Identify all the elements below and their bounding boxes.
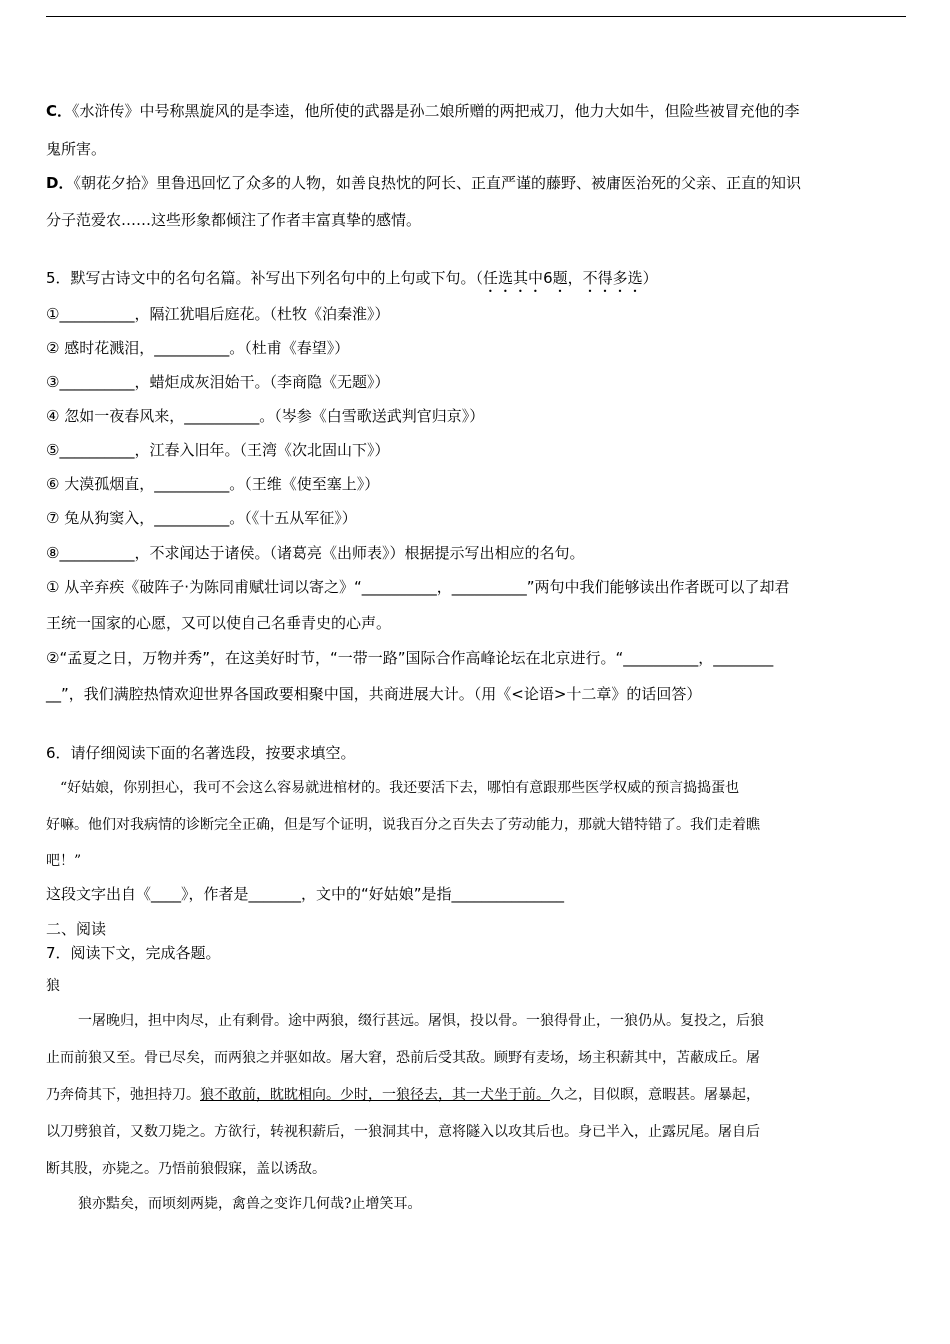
article-p1-line5: 断其股，亦毙之。乃悟前狼假寐，盖以诱敌。 [46, 1161, 326, 1177]
q5-item-2: ② 感时花溅泪，__________。（杜甫《春望》） [46, 339, 350, 357]
q5-sub1-line2: 王统一国家的心愿，又可以使自己名垂青史的心声。 [46, 614, 392, 632]
option-d-line1 [46, 173, 801, 193]
article-title: 狼 [46, 978, 60, 994]
q5-item-1: ①__________，隔江犹唱后庭花。（杜牧《泊秦淮》） [46, 305, 390, 323]
option-d-label: D． [46, 174, 74, 192]
option-c-line1 [46, 101, 800, 121]
q5-sub1-line1: ① 从辛弃疾《破阵子·为陈同甫赋壮词以寄之》“__________，__________”两句中我们能够读出作者既可以了却君 [46, 578, 790, 596]
article-p2: 狼亦黠矣，而顷刻两毙，禽兽之变诈几何哉?止增笑耳。 [78, 1196, 422, 1212]
q5-item-7: ⑦ 兔从狗窦入，__________。（《十五从军征》） [46, 509, 357, 527]
q5-item-8: ⑧__________，不求闻达于诸侯。（诸葛亮《出师表》）根据提示写出相应的名句。 [46, 544, 585, 562]
underlined-sentence: 狼不敢前，眈眈相向。少时，一狼径去，其一犬坐于前。 [200, 1087, 550, 1103]
article-p1-line1: 一屠晚归，担中肉尽，止有剩骨。途中两狼，缀行甚远。屠惧，投以骨。一狼得骨止，一狼仍从。复投之，后狼 [78, 1013, 764, 1029]
q5-item-5: ⑤__________，江春入旧年。（王湾《次北固山下》） [46, 441, 390, 459]
article-p1-line2: 止而前狼又至。骨已尽矣，而两狼之并驱如故。屠大窘，恐前后受其敌。顾野有麦场，场主积薪其中，苫蔽成丘。屠 [46, 1050, 760, 1066]
article-p1-line4: 以刀劈狼首，又数刀毙之。方欲行，转视积薪后，一狼洞其中，意将隧入以攻其后也。身已半入，止露尻尾。屠自后 [46, 1124, 760, 1140]
q5-sub2-line1: ②“孟夏之日，万物并秀”，在这美好时节，“一带一路”国际合作高峰论坛在北京进行。“__________，________ [46, 649, 774, 667]
q7-heading: 7．阅读下文，完成各题。 [46, 944, 221, 962]
q5-sub2-line2: __”，我们满腔热情欢迎世界各国政要相聚中国，共商进展大计。（用《<论语>十二章》的话回答） [46, 685, 702, 703]
option-d-text: 《朝花夕拾》里鲁迅回忆了众多的人物，如善良热忱的阿长、正直严谨的藤野、被庸医治死的父亲、正直的知识 [73, 174, 801, 192]
q6-quote-line2: 好嘛。他们对我病情的诊断完全正确，但是写个证明，说我百分之百失去了劳动能力，那就大错特错了。我们走着瞧 [46, 817, 760, 833]
option-d-line2: 分子范爱农……这些形象都倾注了作者丰富真挚的感情。 [46, 211, 422, 229]
option-c-text: 《水浒传》中号称黑旋风的是李逵，他所使的武器是孙二娘所赠的两把戒刀，他力大如牛，但险些被冒充他的李 [72, 102, 800, 120]
header-rule [46, 16, 906, 17]
q5-item-6: ⑥ 大漠孤烟直，__________。（王维《使至塞上》） [46, 475, 380, 493]
option-c-label: C． [46, 102, 73, 120]
q5-item-3: ③__________，蜡炬成灰泪始干。（李商隐《无题》） [46, 373, 390, 391]
section-title: 二、阅读 [46, 920, 107, 938]
option-c-line2: 鬼所害。 [46, 140, 107, 158]
q6-quote-line3: 吧！” [46, 853, 82, 869]
q6-quote-line1: “好姑娘，你别担心，我可不会这么容易就进棺材的。我还要活下去，哪怕有意跟那些医学权威的预言捣捣蛋也 [60, 780, 740, 796]
q6-heading: 6．请仔细阅读下面的名著选段，按要求填空。 [46, 744, 356, 762]
q6-fill-blank: 这段文字出自《____》，作者是_______，文中的“好姑娘”是指_______________ [46, 885, 565, 903]
q5-heading: 5．默写古诗文中的名句名篇。补写出下列名句中的上句或下句。（任选其中6题，不得多选） [46, 269, 658, 287]
q5-item-4: ④ 忽如一夜春风来，__________。（岑参《白雪歌送武判官归京》） [46, 407, 485, 425]
article-p1-line3: 乃奔倚其下，弛担持刀。狼不敢前，眈眈相向。少时，一狼径去，其一犬坐于前。久之，目似瞑，意暇甚。屠暴起， [46, 1087, 760, 1103]
